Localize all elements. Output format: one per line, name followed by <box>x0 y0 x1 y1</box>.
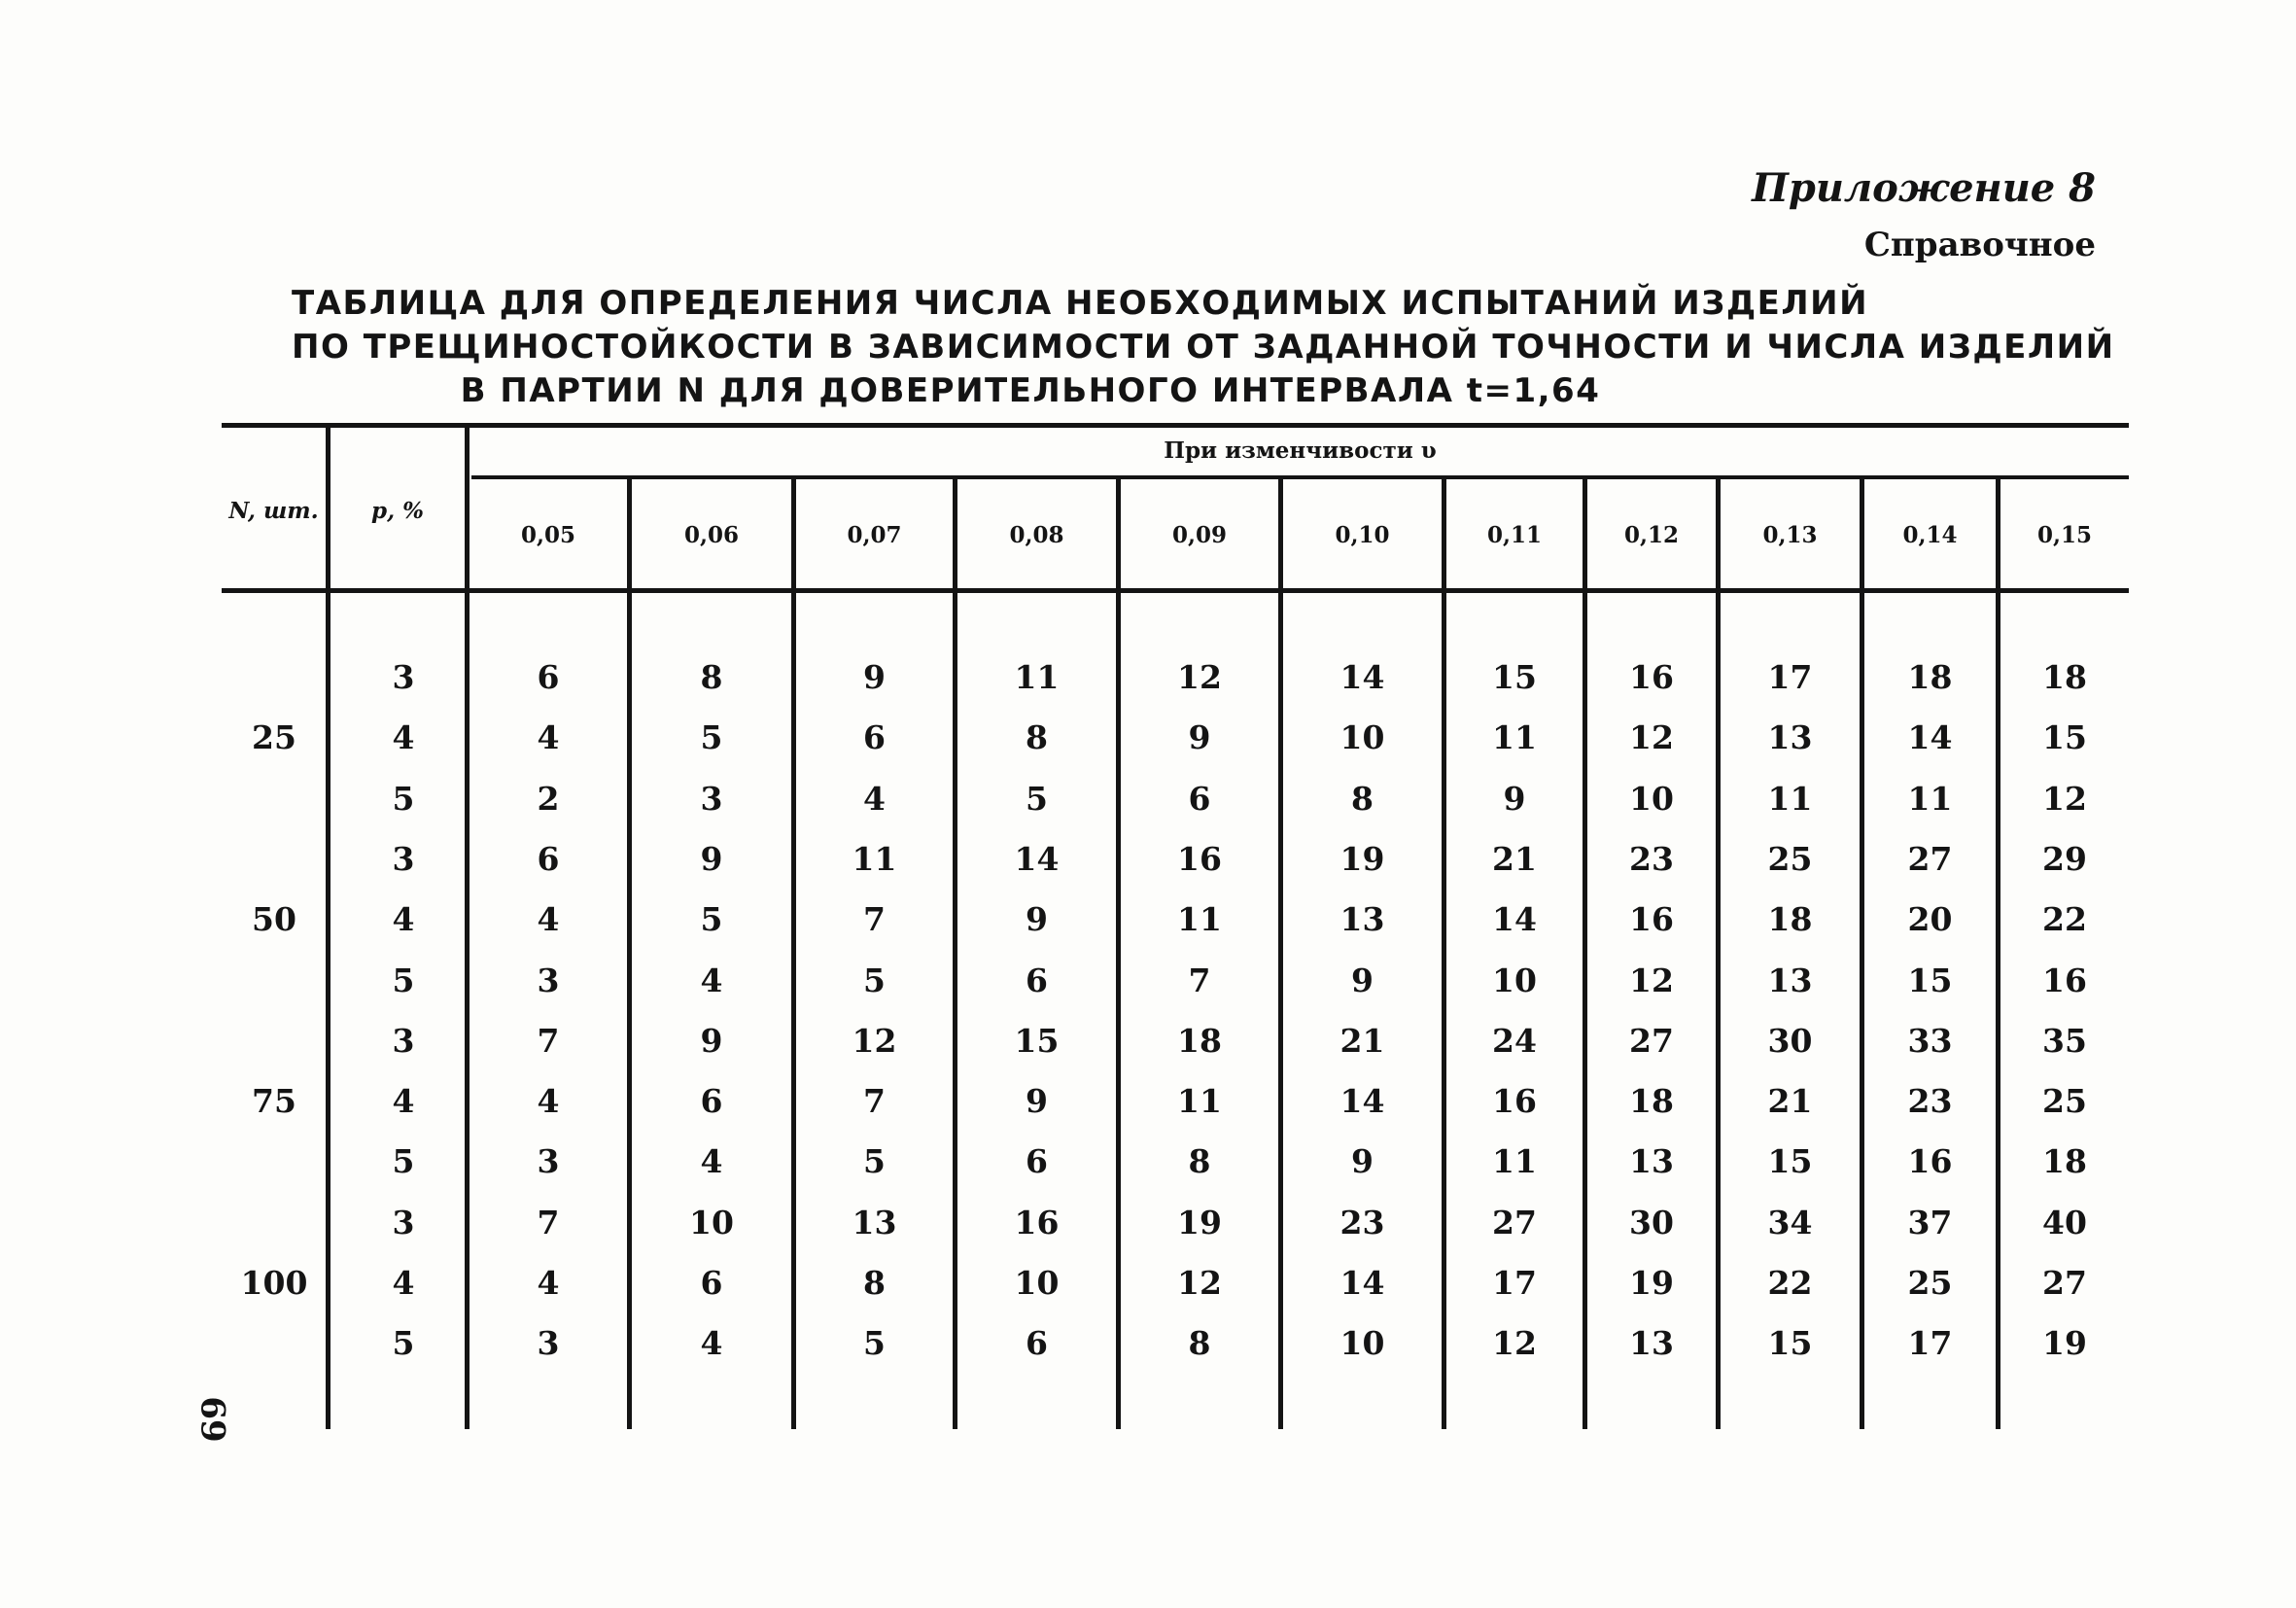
title-line-1: ТАБЛИЦА ДЛЯ ОПРЕДЕЛЕНИЯ ЧИСЛА НЕОБХОДИМЫХ ИСПЫТАНИЙ ИЗДЕЛИЙ <box>292 284 1869 323</box>
table-cell: 3 <box>537 1324 560 1363</box>
table-cell: 16 <box>1629 658 1674 696</box>
table-cell: 15 <box>1767 1324 1813 1363</box>
appendix-label: Приложение 8 <box>1752 165 2096 211</box>
table-cell: 6 <box>863 718 886 757</box>
table-cell: 27 <box>2042 1264 2087 1302</box>
table-cell: 27 <box>1907 839 1953 878</box>
table-cell: 18 <box>1907 658 1953 696</box>
p-value: 3 <box>392 839 415 878</box>
col-header-0-08: 0,08 <box>1009 522 1064 548</box>
col-header-0-15: 0,15 <box>2036 522 2093 548</box>
table-cell: 16 <box>1014 1203 1060 1241</box>
table-cell: 30 <box>1629 1203 1674 1241</box>
table-cell: 6 <box>1026 1142 1048 1181</box>
table-cell: 12 <box>1629 718 1674 757</box>
table-cell: 16 <box>1492 1082 1537 1121</box>
table-cell: 9 <box>1351 1142 1374 1181</box>
table-cell: 10 <box>1629 779 1674 818</box>
table-cell: 19 <box>1177 1203 1222 1241</box>
group-n-value: 50 <box>252 900 296 939</box>
table-cell: 34 <box>1767 1203 1813 1241</box>
table-cell: 10 <box>1339 718 1385 757</box>
table-cell: 19 <box>1339 839 1385 878</box>
title-line-2: ПО ТРЕЩИНОСТОЙКОСТИ В ЗАВИСИМОСТИ ОТ ЗАДАННОЙ ТОЧНОСТИ И ЧИСЛА ИЗДЕЛИЙ <box>292 328 2115 367</box>
table-cell: 5 <box>863 1142 886 1181</box>
table-cell: 8 <box>1188 1324 1211 1363</box>
table-cell: 5 <box>1026 779 1048 818</box>
table-cell: 33 <box>1907 1021 1953 1060</box>
table-cell: 14 <box>1339 1082 1385 1121</box>
p-value: 5 <box>392 1324 415 1363</box>
table-cell: 6 <box>1026 1324 1048 1363</box>
table-cell: 21 <box>1339 1021 1385 1060</box>
table-cell: 18 <box>1767 900 1813 939</box>
col-header-0-13: 0,13 <box>1762 522 1818 548</box>
col-header-0-09: 0,09 <box>1171 522 1228 548</box>
table-cell: 29 <box>2042 839 2087 878</box>
table-cell: 16 <box>2042 961 2087 999</box>
table-cell: 40 <box>2042 1203 2087 1241</box>
table-cell: 7 <box>1188 961 1211 999</box>
table-cell: 19 <box>2042 1324 2087 1363</box>
table-cell: 9 <box>700 1021 723 1060</box>
table-cell: 5 <box>863 961 886 999</box>
table-cell: 23 <box>1629 839 1674 878</box>
table-cell: 30 <box>1767 1021 1813 1060</box>
table-cell: 15 <box>1014 1021 1060 1060</box>
table-cell: 15 <box>1492 658 1537 696</box>
p-value: 4 <box>392 718 415 757</box>
table-top-rule <box>222 423 2129 428</box>
col-divider-2 <box>791 479 796 1429</box>
p-value: 3 <box>392 1021 415 1060</box>
group-header: При изменчивости υ <box>1164 437 1437 464</box>
table-cell: 4 <box>700 1324 723 1363</box>
table-cell: 9 <box>863 658 886 696</box>
table-cell: 3 <box>700 779 723 818</box>
table-cell: 17 <box>1907 1324 1953 1363</box>
table-cell: 18 <box>1629 1082 1674 1121</box>
col-divider-4 <box>1116 479 1121 1429</box>
p-value: 3 <box>392 1203 415 1241</box>
header-bottom-rule <box>222 588 2129 593</box>
table-cell: 11 <box>1767 779 1813 818</box>
col-n-header: N, шт. <box>228 498 319 524</box>
table-cell: 2 <box>537 779 560 818</box>
table-cell: 9 <box>1503 779 1526 818</box>
col-header-0-11: 0,11 <box>1486 522 1543 548</box>
table-cell: 16 <box>1177 839 1222 878</box>
table-cell: 20 <box>1907 900 1953 939</box>
table-cell: 16 <box>1629 900 1674 939</box>
table-cell: 9 <box>1026 1082 1048 1121</box>
table-cell: 5 <box>863 1324 886 1363</box>
table-cell: 19 <box>1629 1264 1674 1302</box>
p-value: 4 <box>392 900 415 939</box>
table-cell: 6 <box>537 839 560 878</box>
table-cell: 13 <box>1629 1324 1674 1363</box>
col-divider-5 <box>1278 479 1283 1429</box>
table-cell: 11 <box>1492 1142 1537 1181</box>
table-cell: 6 <box>1026 961 1048 999</box>
col-divider-3 <box>953 479 957 1429</box>
p-value: 5 <box>392 779 415 818</box>
table-cell: 17 <box>1492 1264 1537 1302</box>
col-divider-1 <box>627 479 632 1429</box>
table-cell: 8 <box>700 658 723 696</box>
table-cell: 5 <box>700 900 723 939</box>
table-cell: 23 <box>1339 1203 1385 1241</box>
table-cell: 6 <box>700 1264 723 1302</box>
table-cell: 9 <box>1351 961 1374 999</box>
table-cell: 9 <box>1026 900 1048 939</box>
table-cell: 24 <box>1492 1021 1537 1060</box>
table-cell: 12 <box>1492 1324 1537 1363</box>
table-cell: 8 <box>1351 779 1374 818</box>
table-cell: 18 <box>2042 1142 2087 1181</box>
table-cell: 10 <box>1014 1264 1060 1302</box>
table-cell: 3 <box>537 961 560 999</box>
p-value: 5 <box>392 1142 415 1181</box>
table-cell: 7 <box>863 900 886 939</box>
table-cell: 25 <box>1767 839 1813 878</box>
table-cell: 7 <box>863 1082 886 1121</box>
table-cell: 14 <box>1014 839 1060 878</box>
table-cell: 13 <box>1767 961 1813 999</box>
table-cell: 18 <box>2042 658 2087 696</box>
table-cell: 14 <box>1339 1264 1385 1302</box>
table-cell: 25 <box>2042 1082 2087 1121</box>
col-header-0-05: 0,05 <box>520 522 576 548</box>
table-cell: 13 <box>1629 1142 1674 1181</box>
table-cell: 11 <box>1492 718 1537 757</box>
col-header-0-14: 0,14 <box>1902 522 1958 548</box>
page-number: 69 <box>192 1396 232 1443</box>
table-cell: 15 <box>1767 1142 1813 1181</box>
group-n-value: 100 <box>240 1264 308 1302</box>
col-p-header: p, % <box>371 498 424 524</box>
reference-label: Справочное <box>1863 226 2096 264</box>
p-value: 4 <box>392 1264 415 1302</box>
table-cell: 11 <box>1907 779 1953 818</box>
table-cell: 10 <box>1339 1324 1385 1363</box>
table-cell: 4 <box>537 718 560 757</box>
table-cell: 10 <box>689 1203 734 1241</box>
p-value: 5 <box>392 961 415 999</box>
table-cell: 12 <box>852 1021 897 1060</box>
table-cell: 12 <box>1177 1264 1222 1302</box>
p-value: 4 <box>392 1082 415 1121</box>
table-cell: 22 <box>1767 1264 1813 1302</box>
table-cell: 11 <box>1177 900 1222 939</box>
table-cell: 11 <box>1177 1082 1222 1121</box>
table-cell: 18 <box>1177 1021 1222 1060</box>
table-cell: 8 <box>1188 1142 1211 1181</box>
table-cell: 14 <box>1339 658 1385 696</box>
table-cell: 7 <box>537 1203 560 1241</box>
table-cell: 8 <box>863 1264 886 1302</box>
col-header-0-10: 0,10 <box>1335 522 1390 548</box>
table-cell: 4 <box>537 1264 560 1302</box>
col-header-0-07: 0,07 <box>847 522 902 548</box>
table-cell: 12 <box>1629 961 1674 999</box>
table-cell: 22 <box>2042 900 2087 939</box>
p-value: 3 <box>392 658 415 696</box>
table-cell: 4 <box>863 779 886 818</box>
title-line-3: В ПАРТИИ N ДЛЯ ДОВЕРИТЕЛЬНОГО ИНТЕРВАЛА t=1,64 <box>460 371 1601 410</box>
table-cell: 14 <box>1492 900 1537 939</box>
group-n-value: 25 <box>252 718 296 757</box>
table-cell: 4 <box>537 900 560 939</box>
table-cell: 13 <box>1339 900 1385 939</box>
table-cell: 15 <box>2042 718 2087 757</box>
table-cell: 11 <box>852 839 897 878</box>
table-cell: 13 <box>852 1203 897 1241</box>
table-cell: 25 <box>1907 1264 1953 1302</box>
col-header-0-12: 0,12 <box>1623 522 1680 548</box>
table-cell: 27 <box>1629 1021 1674 1060</box>
table-cell: 11 <box>1014 658 1060 696</box>
page-title <box>292 282 2115 413</box>
table-cell: 10 <box>1492 961 1537 999</box>
table-cell: 21 <box>1492 839 1537 878</box>
table-cell: 6 <box>1188 779 1211 818</box>
table-cell: 5 <box>700 718 723 757</box>
table-cell: 9 <box>700 839 723 878</box>
table-cell: 12 <box>2042 779 2087 818</box>
group-header-rule <box>471 475 2129 479</box>
table-cell: 12 <box>1177 658 1222 696</box>
table-cell: 21 <box>1767 1082 1813 1121</box>
table-cell: 16 <box>1907 1142 1953 1181</box>
table-cell: 7 <box>537 1021 560 1060</box>
table-cell: 13 <box>1767 718 1813 757</box>
table-cell: 37 <box>1907 1203 1953 1241</box>
table-cell: 4 <box>537 1082 560 1121</box>
table-cell: 6 <box>537 658 560 696</box>
table-cell: 27 <box>1492 1203 1537 1241</box>
table-cell: 17 <box>1767 658 1813 696</box>
group-n-value: 75 <box>252 1082 296 1121</box>
table-cell: 23 <box>1907 1082 1953 1121</box>
table-cell: 15 <box>1907 961 1953 999</box>
table-cell: 6 <box>700 1082 723 1121</box>
table-cell: 4 <box>700 1142 723 1181</box>
table-cell: 4 <box>700 961 723 999</box>
table-cell: 35 <box>2042 1021 2087 1060</box>
col-header-0-06: 0,06 <box>683 522 740 548</box>
table-cell: 3 <box>537 1142 560 1181</box>
table-cell: 8 <box>1026 718 1048 757</box>
table-cell: 14 <box>1907 718 1953 757</box>
table-cell: 9 <box>1188 718 1211 757</box>
